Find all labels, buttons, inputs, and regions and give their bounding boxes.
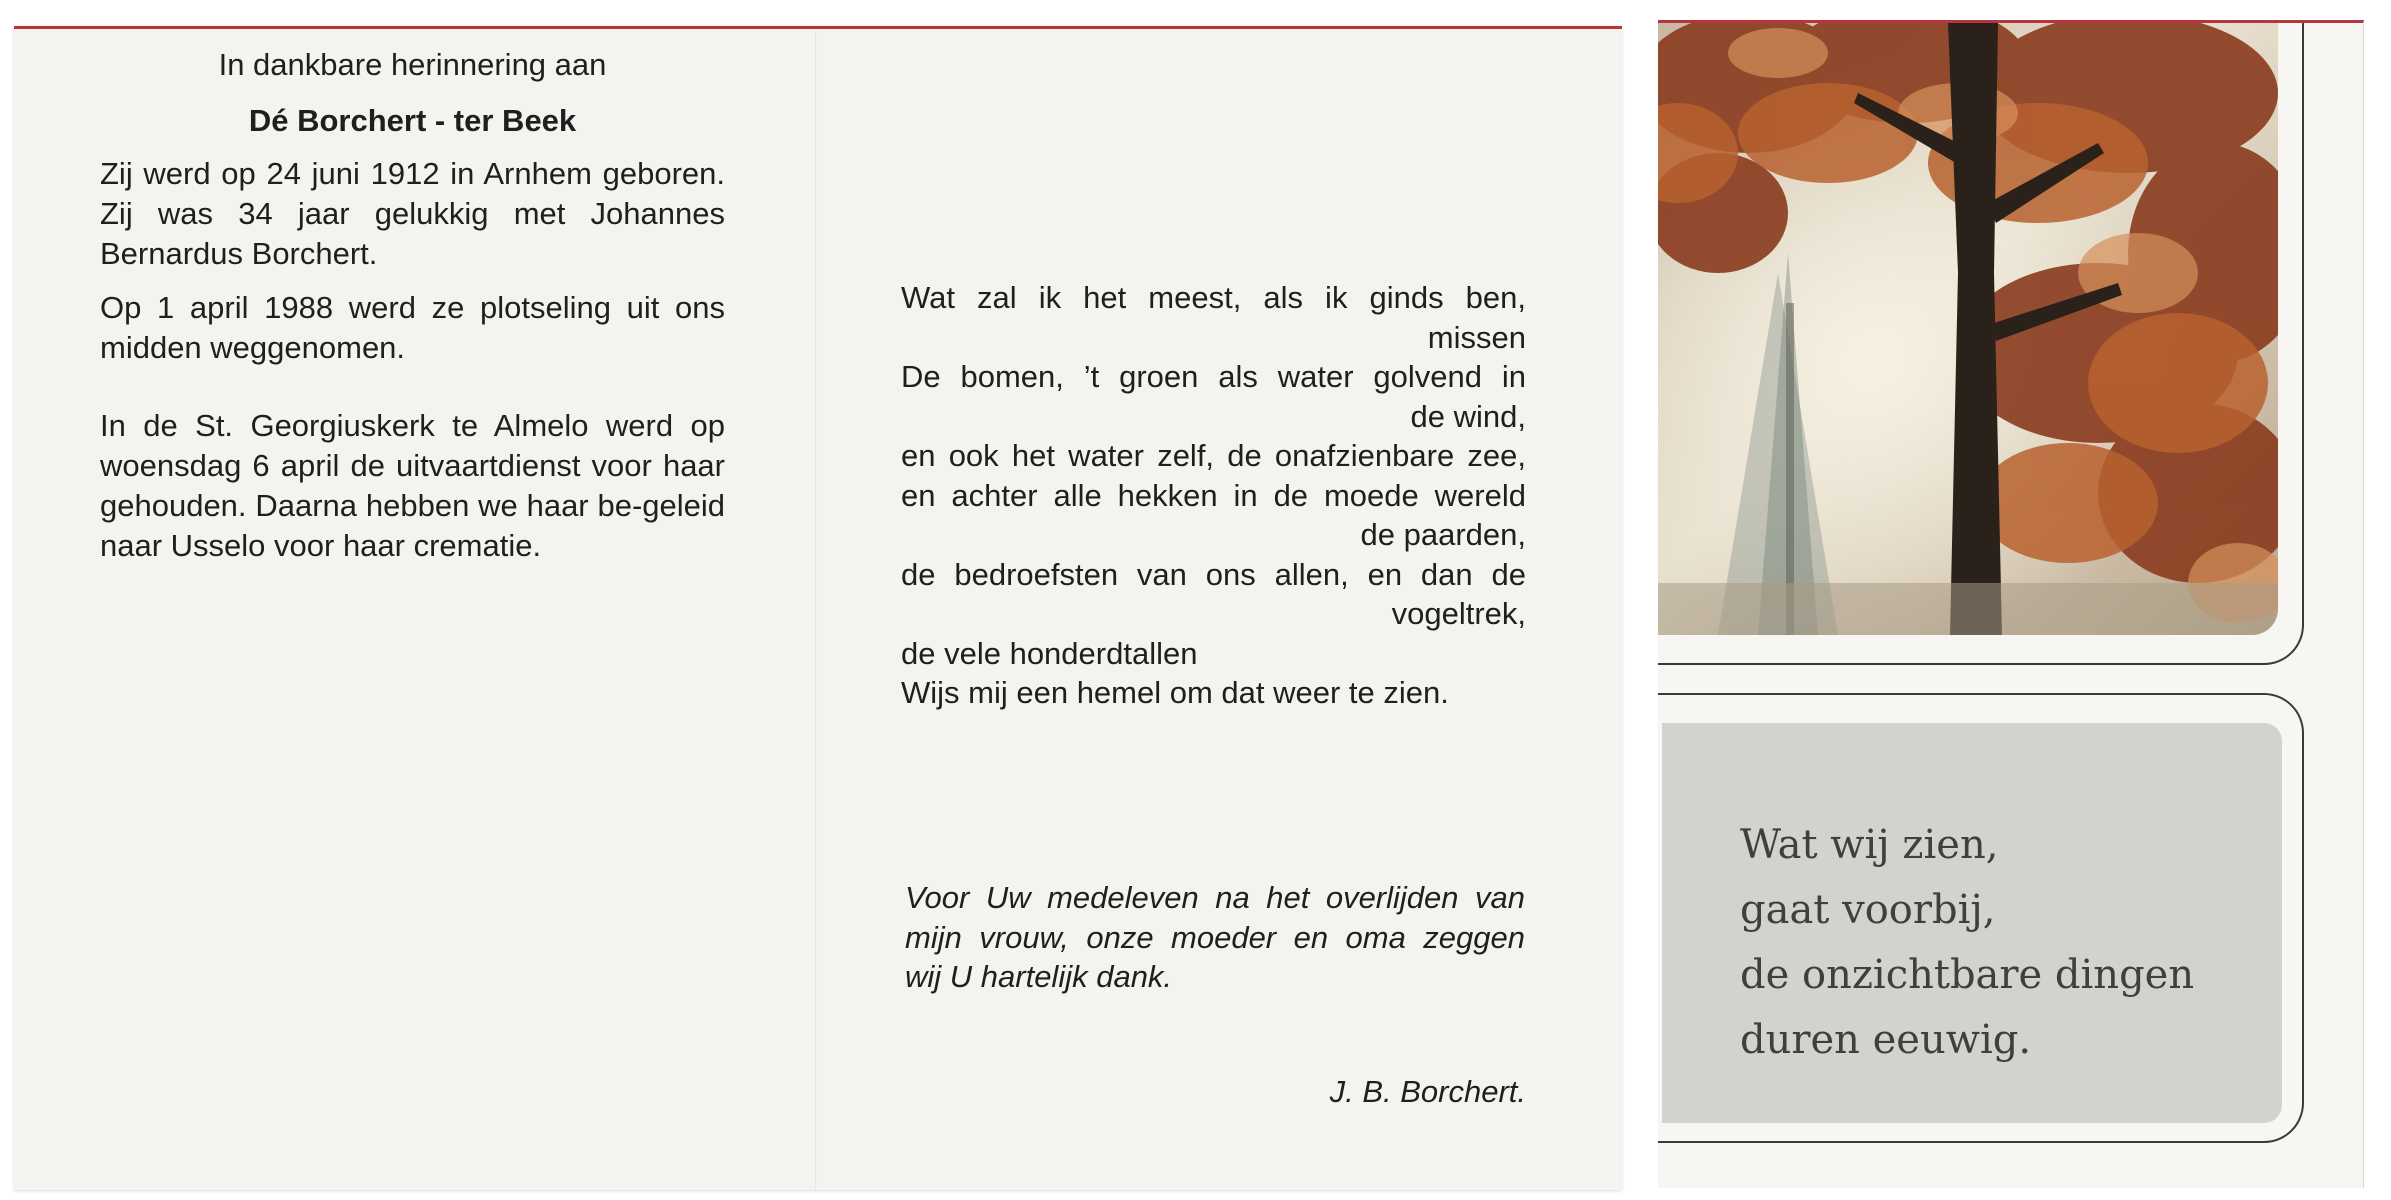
thank-you-note xyxy=(905,878,1525,997)
left-page xyxy=(100,38,725,566)
memorial-card-cover xyxy=(1658,20,2364,1188)
birth-paragraph: Zij werd op 24 juni 1912 in Arnhem geboren. Zij was 34 jaar gelukkig met Johannes Bernardus Borchert. xyxy=(100,156,725,271)
quote-line: duren eeuwig. xyxy=(1740,1017,2032,1063)
signature: J. B. Borchert. xyxy=(1329,1074,1526,1109)
quote-line: de onzichtbare dingen xyxy=(1740,952,2195,998)
poem-line: de paarden, xyxy=(1360,517,1526,552)
poem-line: de vele honderdtallen xyxy=(901,635,1198,671)
thanks-line: wij U hartelijk dank. xyxy=(905,959,1173,994)
death-paragraph: Op 1 april 1988 werd ze plotseling uit ons midden weggenomen. xyxy=(100,290,725,365)
quote-line: gaat voorbij, xyxy=(1740,887,1996,933)
funeral-paragraph: In de St. Georgiuskerk te Almelo werd op woensdag 6 april de uitvaartdienst voor haar gehouden. Daarna hebben we haar be-geleid naar Usselo voor haar crematie. xyxy=(100,408,725,563)
poem-line: en achter alle hekken in de moede wereld xyxy=(901,477,1526,513)
deceased-name: Dé Borchert - ter Beek xyxy=(248,103,577,138)
quote-line: Wat wij zien, xyxy=(1740,822,1999,868)
thanks-line: Voor Uw medeleven na het overlijden van xyxy=(905,880,1525,915)
poem-line: de wind, xyxy=(1410,398,1526,434)
poem-line: missen xyxy=(1427,319,1526,355)
card-fold-line xyxy=(815,30,817,1190)
photo-border xyxy=(1658,23,2304,665)
quote-panel xyxy=(1662,723,2282,1123)
bible-quote xyxy=(1740,813,2194,1073)
poem-line: Wat zal ik het meest, als ik ginds ben, xyxy=(901,280,1526,315)
poem-line: vogeltrek, xyxy=(1391,596,1526,631)
dedication-heading: In dankbare herinnering aan xyxy=(218,47,607,82)
show-through-text xyxy=(1010,50,1017,81)
poem-line: De bomen, ’t groen als water golvend in xyxy=(901,359,1526,394)
poem xyxy=(901,278,1526,713)
poem-line: Wijs mij een hemel om dat weer te zien. xyxy=(901,675,1449,710)
thanks-line: mijn vrouw, onze moeder en oma zeggen xyxy=(905,919,1525,955)
poem-line: de bedroefsten van ons allen, en dan de xyxy=(901,556,1526,592)
poem-line: en ook het water zelf, de onafzienbare zee, xyxy=(901,438,1526,473)
